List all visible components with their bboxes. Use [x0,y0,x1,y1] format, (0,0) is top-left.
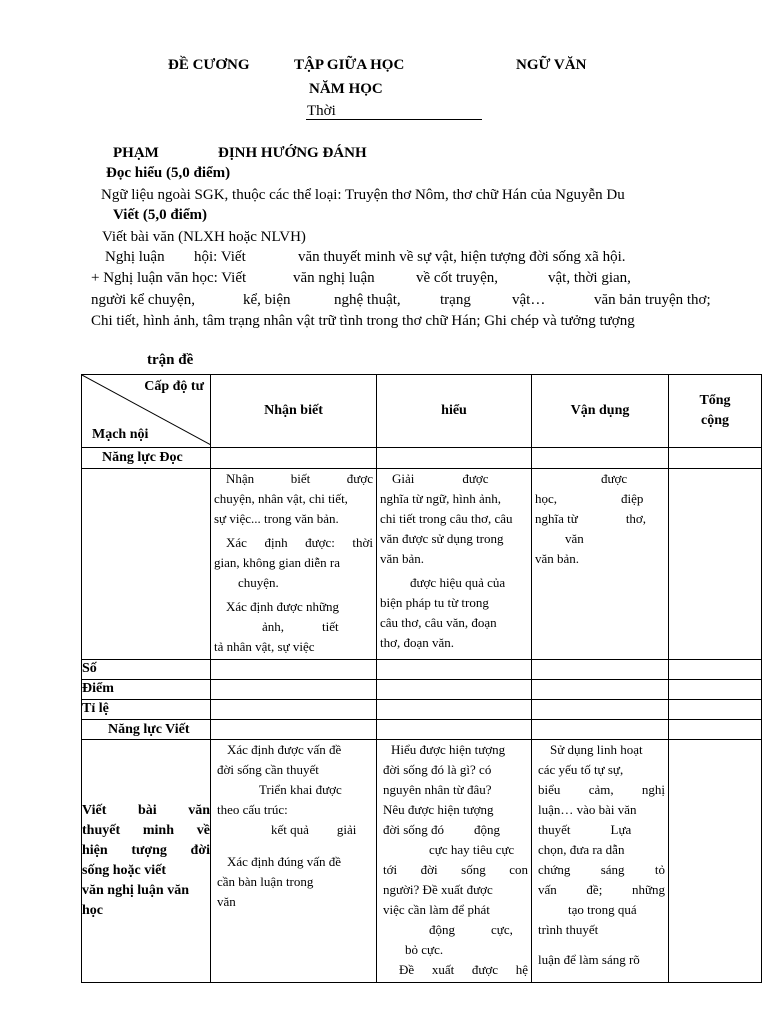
writing-title: Viết (5,0 điểm) [113,207,207,223]
viet-label-line: văn nghị luận văn [82,883,189,898]
empty-cell [211,700,377,720]
doc-th-line: được hiệu quả của [410,575,506,590]
row-so [82,660,762,680]
viet-label-line: thuyết minh về [82,823,210,838]
doc-thong-hieu-cell [377,469,532,660]
doc-th-line: văn bản. [380,551,425,566]
doc-vd-line: nghĩa từ thơ, [535,511,647,526]
viet-nhan-biet-cell [211,740,377,983]
header-tong-cong-label: Tổng cộng [699,393,731,428]
doc-van-dung-cell [532,469,669,660]
doc-nb-line: sự việc... trong văn bản. [214,511,339,526]
empty-cell [532,660,669,680]
viet-th-line: việc cần làm để phát [383,902,490,917]
header-nhan-biet: Nhận biết [211,375,377,448]
viet-van-dung-cell [532,740,669,983]
section-doc-label [82,448,211,469]
scope-line-1a: Nghị luận [105,249,165,265]
empty-cell [669,720,762,740]
viet-content-row [82,740,762,983]
viet-nb-line: cần bàn luận trong [217,874,314,889]
viet-th-line: Hiểu được hiện tượng [391,742,506,757]
scope-line-2b: văn nghị luận [293,270,375,286]
viet-nb-line: đời sống cần thuyết [217,762,319,777]
doc-vd-line: học, điệp [535,491,644,506]
empty-cell [532,700,669,720]
doc-th-line: chi tiết trong câu thơ, câu [380,511,513,526]
row-tile [82,700,762,720]
viet-vd-line: trình thuyết [538,922,599,937]
viet-vd-line: luận để làm sáng rõ [538,952,640,967]
doc-vd-line: văn bản. [535,551,580,566]
reading-title: Đọc hiểu (5,0 điểm) [106,165,231,181]
scope-line-3b: kể, biện [243,292,291,308]
empty-cell [669,448,762,469]
empty-cell [532,448,669,469]
scope-line-3d: trạng [440,292,471,308]
doc-nb-line: ảnh, tiết [262,619,339,634]
viet-label-line: học [82,903,103,918]
viet-vd-line: các yếu tố tự sự, [538,762,624,777]
viet-row-label [82,740,211,983]
viet-th-line: tới đời sống con [383,862,528,877]
doc-th-line: nghĩa từ ngữ, hình ảnh, [380,491,501,506]
viet-vd-line: vấn đề; những [538,882,665,897]
viet-th-line: động cực, [429,922,513,937]
doc-nb-line: chuyện, nhân vật, chi tiết, [214,491,348,506]
corner-cell [82,375,211,448]
scope-line-1b: hội: Viết [194,249,246,265]
viet-vd-line: biểu cảm, nghị [538,782,666,797]
doc-vd-line: được [601,471,628,486]
empty-cell [669,469,762,660]
scope-line-3e: vật… [512,292,546,308]
viet-label-line: hiện tượng đời [82,843,210,858]
section-row-viet [82,720,762,740]
doc-title-right: NGỮ VĂN [516,57,587,73]
empty-cell [532,680,669,700]
viet-nb-line: Triển khai được [259,782,342,797]
empty-cell [669,740,762,983]
header-van-dung: Vận dụng [532,375,669,448]
empty-cell [669,700,762,720]
exam-time: Thời [307,103,336,119]
school-year: NĂM HỌC [309,81,383,97]
viet-th-line: đời sống đó động [383,822,501,837]
row-so-label: Số [82,660,211,680]
empty-cell [532,720,669,740]
doc-vd-line: văn [565,531,584,546]
doc-title-mid: TẬP GIỮA HỌC [294,57,405,73]
scope-line-3c: nghệ thuật, [334,292,401,308]
doc-content-row [82,469,762,660]
viet-thong-hieu-cell [377,740,532,983]
doc-th-line: câu thơ, câu văn, đoạn [380,615,497,630]
empty-cell [377,448,532,469]
doc-nb-line: Xác định được những [226,599,340,614]
viet-label-line: Viết bài văn [82,803,210,818]
doc-nb-line: chuyện. [238,575,279,590]
doc-th-line: văn được sử dụng trong [380,531,504,546]
viet-vd-line: tạo trong quá [568,902,637,917]
viet-th-line: nguyên nhân từ đâu? [383,782,492,797]
corner-bottom-label: Mạch nội [92,427,149,442]
doc-nb-line: gian, không gian diễn ra [214,555,340,570]
viet-nb-line: Xác định được vấn đề [227,742,342,757]
doc-th-line: biện pháp tu từ trong [380,595,489,610]
doc-nb-line: Xác định được: thời [226,535,374,550]
writing-text: Viết bài văn (NLXH hoặc NLVH) [102,229,306,245]
scope-line-2a: + Nghị luận văn học: Viết [91,270,247,286]
viet-label-line: sống hoặc viết [82,863,166,878]
empty-cell [669,660,762,680]
viet-th-line: cực hay tiêu cực [429,842,515,857]
viet-th-line: người? Đề xuất được [383,882,493,897]
scope-line-3a: người kể chuyện, [91,292,195,308]
scope-line-1c: văn thuyết minh về sự vật, hiện tượng đời sống xã hội. [298,249,626,265]
doc-title-left: ĐỀ CƯƠNG [168,57,250,73]
viet-vd-line: chứng sáng tỏ [538,862,666,877]
doc-nb-line: tả nhân vật, sự việc [214,639,315,654]
doc-nhan-biet-cell [211,469,377,660]
viet-vd-line: chọn, đưa ra dẫn [538,842,625,857]
empty-cell [211,660,377,680]
time-underline [306,119,482,120]
empty-cell [82,469,211,660]
section-viet-text: Năng lực Viết [108,722,190,737]
scope-heading-left: PHẠM [113,145,159,161]
doc-nb-line: Nhận biết được [226,471,373,486]
viet-vd-line: luận… vào bài văn [538,802,637,817]
table-header-row [82,375,762,448]
viet-th-line: Nêu được hiện tượng [383,802,494,817]
scope-heading-right: ĐỊNH HƯỚNG ĐÁNH [218,145,367,161]
reading-text: Ngữ liệu ngoài SGK, thuộc các thể loại: Truyện thơ Nôm, thơ chữ Hán của Nguyễn Du [101,187,625,203]
doc-th-line: Giải được [392,471,489,486]
empty-cell [669,680,762,700]
row-diem [82,680,762,700]
section-doc-text: Năng lực Đọc [102,450,183,465]
corner-top-label: Cấp độ tư [144,379,204,394]
viet-vd-line: Sử dụng linh hoạt [550,742,643,757]
viet-th-line: đời sống đó là gì? có [383,762,492,777]
viet-th-line: Đề xuất được hệ [399,962,529,977]
viet-th-line: bỏ cực. [405,942,444,957]
doc-th-line: thơ, đoạn văn. [380,635,455,650]
scope-line-4: Chi tiết, hình ảnh, tâm trạng nhân vật trữ tình trong thơ chữ Hán; Ghi chép và tưởng tượng [91,313,635,329]
header-thong-hieu: hiểu [377,375,532,448]
section-row-doc [82,448,762,469]
scope-line-2c: về cốt truyện, [416,270,499,286]
viet-nb-line: văn [217,894,236,909]
viet-nb-line: Xác định đúng vấn đề [227,854,342,869]
empty-cell [377,680,532,700]
row-tile-label: Tỉ lệ [82,700,211,720]
scope-line-2d: vật, thời gian, [548,270,631,286]
matrix-title: trận đề [147,352,194,368]
empty-cell [377,700,532,720]
empty-cell [211,448,377,469]
exam-matrix-table [81,374,762,983]
header-tong-cong [669,375,762,448]
viet-nb-line: kết quả giải [271,822,357,837]
empty-cell [211,720,377,740]
empty-cell [211,680,377,700]
scope-line-3f: văn bản truyện thơ; [594,292,711,308]
empty-cell [377,660,532,680]
empty-cell [377,720,532,740]
viet-nb-line: theo cấu trúc: [217,802,288,817]
section-viet-label [82,720,211,740]
row-diem-label: Điểm [82,680,211,700]
viet-vd-line: thuyết Lựa [538,822,632,837]
